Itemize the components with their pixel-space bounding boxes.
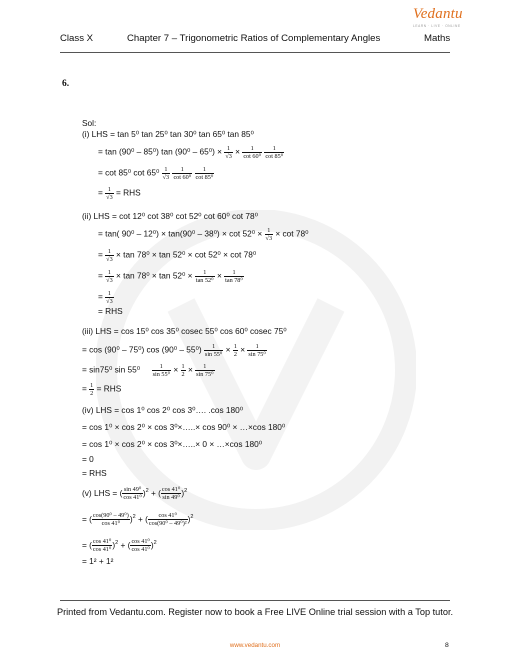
footer-promo-text: Printed from Vedantu.com. Register now to book a Free LIVE Online trial session with a Top tutor. xyxy=(56,607,454,617)
sol-label: Sol: xyxy=(82,118,97,128)
part-ii-line-2: = tan( 90⁰ – 12⁰) × tan(90⁰ – 38⁰) × cot 52⁰ × $\frac{1}{√3}$ × cot 78⁰ xyxy=(98,227,309,242)
part-i-line-1: (i) LHS = tan 5⁰ tan 25⁰ tan 30⁰ tan 65⁰ tan 85⁰ xyxy=(82,129,254,139)
part-i-line-3: = cot 85⁰ cot 65⁰ $\frac{1}{√3}$ $\frac{1}{\text{cot 60⁰}}$ $\frac{1}{\text{cot 85⁰}}$ xyxy=(98,166,214,181)
part-ii-line-4: = $\frac{1}{√3}$ × tan 78⁰ × tan 52⁰ × $\frac{1}{\text{tan 52⁰}}$ × $\frac{1}{\text{tan 78⁰}}$ xyxy=(98,269,243,284)
part-iv-line-1: (iv) LHS = cos 1⁰ cos 2⁰ cos 3⁰…. .cos 180⁰ xyxy=(82,405,244,415)
part-v-line-1: (v) LHS = ( $\frac{\text{sin 49⁰}}{\text{cos 41⁰}}$ )$^2$ + ( $\frac{\text{cos 41⁰}}{\text{sin 49⁰}}$ )$^2$ xyxy=(82,486,188,502)
part-ii-line-6: = RHS xyxy=(98,306,123,316)
part-iv-line-2: = cos 1⁰ × cos 2⁰ × cos 3⁰×…..× cos 90⁰ × …×cos 180⁰ xyxy=(82,422,286,432)
part-ii-line-5: = $\frac{1}{√3}$ xyxy=(98,290,113,305)
page-number: 8 xyxy=(445,642,449,649)
part-iii-line-4: = $\frac{1}{2}$ = RHS xyxy=(82,382,122,397)
part-ii-line-3: = $\frac{1}{√3}$ × tan 78⁰ × tan 52⁰ × cot 52⁰ × cot 78⁰ xyxy=(98,248,257,263)
part-iii-line-1: (iii) LHS = cos 15⁰ cos 35⁰ cosec 55⁰ cos 60⁰ cosec 75⁰ xyxy=(82,326,287,336)
part-iv-line-4: = 0 xyxy=(82,454,94,464)
logo-tagline: LEARN · LIVE · ONLINE xyxy=(413,24,461,28)
part-ii-line-1: (ii) LHS = cot 12⁰ cot 38⁰ cot 52⁰ cot 60⁰ cot 78⁰ xyxy=(82,211,258,221)
header-class: Class X xyxy=(60,33,94,44)
part-i-line-4: = $\frac{1}{√3}$ = RHS xyxy=(98,186,141,201)
question-number: 6. xyxy=(62,79,70,89)
solution-body xyxy=(82,118,462,588)
header-rule xyxy=(60,52,450,53)
part-v-line-3: = ( $\frac{\text{cos 41⁰}}{\text{cos 41⁰}}$ )$^2$ + ( $\frac{\text{cos 41⁰}}{\text{cos 41⁰}}$ )$^2$ xyxy=(82,538,157,554)
part-iv-line-3: = cos 1⁰ × cos 2⁰ × cos 3⁰×…..× 0 × …×cos 180⁰ xyxy=(82,439,263,449)
logo-text: Vedantu xyxy=(413,6,463,22)
header-chapter: Chapter 7 – Trigonometric Ratios of Complementary Angles xyxy=(127,33,381,44)
part-v-line-4: = 1² + 1² xyxy=(82,556,114,566)
part-v-line-2: = ( $\frac{\text{cos(90⁰ – 49⁰)}}{\text{cos 41⁰}}$ )$^2$ + ( $\frac{\text{cos 41⁰}}{\text{cos(90⁰ – 49⁰)²}}$ )$^2$ xyxy=(82,512,194,528)
header-subject: Maths xyxy=(424,33,451,44)
footer-url-link[interactable]: www.vedantu.com xyxy=(229,642,281,649)
part-iii-line-3: = sin75⁰ sin 55⁰ $\frac{1}{\text{sin 55⁰}}$ × $\frac{1}{2}$ × $\frac{1}{\text{sin 75⁰}}$ xyxy=(82,363,214,378)
part-i-line-2: = tan (90⁰ – 85⁰) tan (90⁰ – 65⁰) × $\frac{1}{√3}$ × $\frac{1}{\text{cot 60⁰}}$ $\frac{1}{\text{cot 85⁰}}$ xyxy=(98,145,284,160)
part-iv-line-5: = RHS xyxy=(82,468,107,478)
part-iii-line-2: = cos (90⁰ – 75⁰) cos (90⁰ – 55⁰) $\frac{1}{\text{sin 55⁰}}$ × $\frac{1}{2}$ × $\frac{1}{\text{sin 75⁰}}$ xyxy=(82,343,266,358)
footer-rule xyxy=(60,600,450,601)
vedantu-logo[interactable] xyxy=(413,6,471,28)
